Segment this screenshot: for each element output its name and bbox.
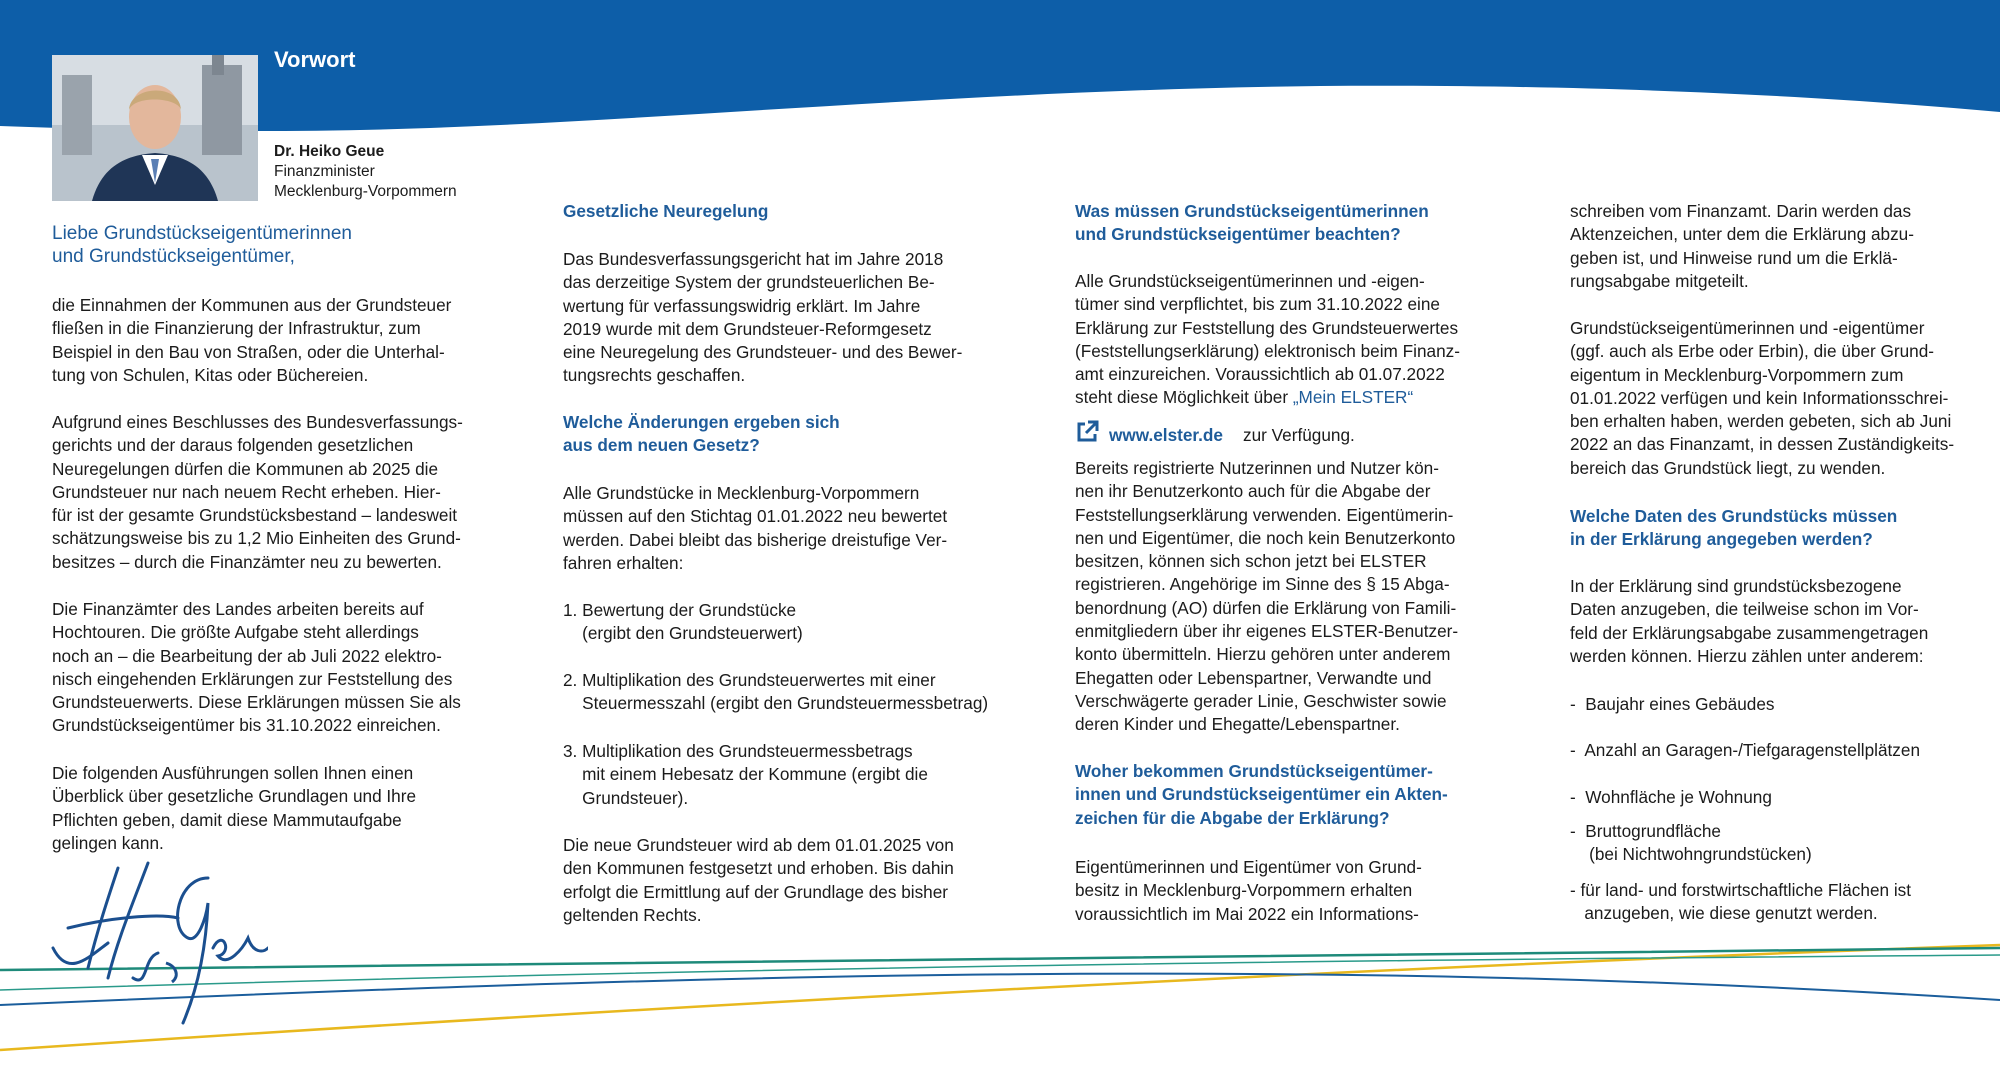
text-line: gelingen kann. <box>52 832 164 853</box>
list-item <box>1570 879 1911 926</box>
author-name: Dr. Heiko Geue <box>274 143 385 160</box>
text-line: Feststellungserklärung verwenden. Eigentümerin- <box>1075 504 1454 525</box>
text-line: (bei Nichtwohngrundstücken) <box>1570 844 1812 865</box>
paragraph <box>1075 270 1460 386</box>
text-line: (ggf. auch als Erbe oder Erbin), die über Grund- <box>1570 341 1934 362</box>
greeting <box>52 222 352 268</box>
list-item <box>1570 693 1774 716</box>
text-line: geben ist, und Hinweise rund um die Erklä- <box>1570 247 1898 268</box>
text-line: anzugeben, wie diese genutzt werden. <box>1570 903 1878 924</box>
text-line: erfolgt die Ermittlung auf der Grundlage des bisher <box>563 881 949 902</box>
text-line: Woher bekommen Grundstückseigentümer- <box>1075 761 1433 781</box>
text-line: feld der Erklärungsabgabe zusammengetragen <box>1570 622 1929 643</box>
text-line: wertung für verfassungswidrig erklärt. Im Jahre <box>563 295 921 316</box>
text-line: Daten anzugeben, die teilweise schon im Vor- <box>1570 599 1919 620</box>
section-heading <box>1570 505 1897 552</box>
text-line: nen und Eigentümer, die noch kein Benutzerkonto <box>1075 527 1456 548</box>
external-link-icon <box>1075 420 1099 450</box>
text-line: In der Erklärung sind grundstücksbezogene <box>1570 576 1902 596</box>
text-line: - Wohnfläche je Wohnung <box>1570 787 1772 807</box>
text-line: - Bruttogrundfläche <box>1570 821 1721 841</box>
text-line: Grundsteuer). <box>563 787 689 808</box>
text-line: 2. Multiplikation des Grundsteuerwertes mit einer <box>563 670 936 690</box>
text-line: Welche Änderungen ergeben sich <box>563 412 840 432</box>
text-line: tümer sind verpflichtet, bis zum 31.10.2022 eine <box>1075 294 1440 315</box>
text-line: Grundstückseigentümer bis 31.10.2022 einreichen. <box>52 715 441 736</box>
text-line: für ist der gesamte Grundstücksbestand – landesweit <box>52 505 458 526</box>
text-line: 1. Bewertung der Grundstücke <box>563 600 797 620</box>
text-line: Was müssen Grundstückseigentümerinnen <box>1075 201 1429 221</box>
text-line: konto übermitteln. Hierzu gehören unter anderem <box>1075 644 1451 665</box>
text-line: eigentum in Mecklenburg-Vorpommern zum <box>1570 364 1904 385</box>
text-line: und Grundstückseigentümer, <box>52 246 295 267</box>
text-line: Liebe Grundstückseigentümerinnen <box>52 223 352 244</box>
text-line: Alle Grundstückseigentümerinnen und -eigen- <box>1075 271 1425 291</box>
text-line: Bereits registrierte Nutzerinnen und Nutzer kön- <box>1075 458 1439 478</box>
text-line: - für land- und forstwirtschaftliche Flächen ist <box>1570 880 1912 900</box>
text-line: Verschwägerte gerader Linie, Geschwister sowie <box>1075 690 1447 711</box>
paragraph <box>52 762 416 855</box>
paragraph <box>52 598 461 738</box>
text-line: besitzes – durch die Finanzämter neu zu bewerten. <box>52 551 442 572</box>
text-line: 2019 wurde mit dem Grundsteuer-Reformgesetz <box>563 318 932 339</box>
text-line: in der Erklärung angegeben werden? <box>1570 529 1873 550</box>
text-line: Eigentümerinnen und Eigentümer von Grund- <box>1075 857 1422 877</box>
text-line: 01.01.2022 verfügen und kein Informationsschrei- <box>1570 387 1949 408</box>
text-line: - Anzahl an Garagen-/Tiefgaragenstellplätzen <box>1570 740 1921 760</box>
paragraph <box>563 482 947 575</box>
author-role: Finanzminister <box>274 163 375 180</box>
text-line: registrieren. Angehörige im Sinne des § 15 Abga- <box>1075 574 1450 595</box>
text-line: noch an – die Bearbeitung der ab Juli 2022 elektro- <box>52 645 442 666</box>
yellow-line <box>0 945 2000 1050</box>
list-item <box>1570 739 1920 762</box>
author-caption <box>274 142 457 202</box>
text-line: nen ihr Benutzerkonto auch für die Abgabe der <box>1075 481 1431 502</box>
text-line: Grundstückseigentümerinnen und -eigentümer <box>1570 318 1925 338</box>
text-line: 2022 an das Finanzamt, in dessen Zuständigkeits- <box>1570 434 1955 455</box>
text-line: amt einzureichen. Voraussichtlich ab 01.07.2022 <box>1075 364 1445 385</box>
text-line: Alle Grundstücke in Mecklenburg-Vorpommern <box>563 483 920 503</box>
paragraph <box>1075 856 1422 926</box>
text-line: werden können. Hierzu zählen unter anderem: <box>1570 645 1924 666</box>
text-line: benordnung (AO) dürfen die Erklärung von Famili- <box>1075 597 1457 618</box>
paragraph <box>1570 317 1954 480</box>
text-line: Beispiel in den Bau von Straßen, oder die Unterhal- <box>52 341 445 362</box>
text-line: Gesetzliche Neuregelung <box>563 201 769 221</box>
text-line: - Baujahr eines Gebäudes <box>1570 694 1775 714</box>
signature <box>48 858 268 1028</box>
text-line: müssen auf den Stichtag 01.01.2022 neu bewertet <box>563 506 948 527</box>
paragraph <box>1075 457 1458 737</box>
text-line: Hochtouren. Die größte Aufgabe steht allerdings <box>52 622 419 643</box>
text-line: Pflichten geben, damit diese Mammutaufgabe <box>52 809 402 830</box>
text-line: Die Finanzämter des Landes arbeiten bereits auf <box>52 599 424 619</box>
text-line: geltenden Rechts. <box>563 904 702 925</box>
section-heading <box>563 411 840 458</box>
list-item <box>1570 786 1772 809</box>
text-line: werden. Dabei bleibt das bisherige dreistufige Ver- <box>563 529 948 550</box>
text-line: die Einnahmen der Kommunen aus der Grundsteuer <box>52 295 452 315</box>
text-line: schreiben vom Finanzamt. Darin werden das <box>1570 201 1912 221</box>
text-line: 3. Multiplikation des Grundsteuermessbetrags <box>563 741 913 761</box>
text-line: fließen in die Finanzierung der Infrastruktur, zum <box>52 318 421 339</box>
text-line: bereich das Grundstück liegt, zu wenden. <box>1570 457 1886 478</box>
text-line: fahren erhalten: <box>563 552 684 573</box>
elster-url-link[interactable]: www.elster.de <box>1109 424 1223 445</box>
paragraph-line <box>1075 386 1413 409</box>
text-line: rungsabgabe mitgeteilt. <box>1570 270 1749 291</box>
page-title: Vorwort <box>274 47 356 72</box>
text-line: Aufgrund eines Beschlusses des Bundesverfassungs- <box>52 412 463 432</box>
text-line: und Grundstückseigentümer beachten? <box>1075 224 1401 245</box>
text-line: Die neue Grundsteuer wird ab dem 01.01.2025 von <box>563 835 954 855</box>
text-line: das derzeitige System der grundsteuerlichen Be- <box>563 272 935 293</box>
text-line: Neuregelungen dürfen die Kommunen ab 2025 die <box>52 458 439 479</box>
list-item <box>563 599 803 646</box>
elster-link-row <box>1075 420 1355 450</box>
text-line: deren Kinder und Ehegatte/Lebenspartner. <box>1075 714 1400 735</box>
paragraph <box>1570 575 1928 668</box>
list-item <box>1570 820 1812 867</box>
text-line: Ehegatten oder Lebenspartner, Verwandte und <box>1075 667 1432 688</box>
text-line: den Kommunen festgesetzt und erhoben. Bis dahin <box>563 858 954 879</box>
text-line: aus dem neuen Gesetz? <box>563 435 760 456</box>
text-line: enmitgliedern über ihr eigenes ELSTER-Benutzer- <box>1075 621 1459 642</box>
paragraph <box>563 834 954 927</box>
text-line: voraussichtlich im Mai 2022 ein Informations- <box>1075 903 1419 924</box>
text-line: Überblick über gesetzliche Grundlagen und Ihre <box>52 786 417 807</box>
text: steht diese Möglichkeit über <box>1075 387 1293 407</box>
section-heading <box>563 200 768 223</box>
text-line: Die folgenden Ausführungen sollen Ihnen einen <box>52 763 414 783</box>
text-line: eine Neuregelung des Grundsteuer- und des Bewer- <box>563 342 963 363</box>
text-line: gerichts und der daraus folgenden gesetzlichen <box>52 435 414 456</box>
text-line: (Feststellungserklärung) elektronisch beim Finanz- <box>1075 340 1460 361</box>
text-line: nisch eingehenden Erklärungen zur Feststellung des <box>52 668 453 689</box>
text-line: tungsrechts geschaffen. <box>563 365 746 386</box>
text-line: tung von Schulen, Kitas oder Büchereien. <box>52 364 369 385</box>
list-item <box>563 740 928 810</box>
text-line: Grundsteuerwerts. Diese Erklärungen müssen Sie als <box>52 692 461 713</box>
paragraph <box>563 248 962 388</box>
paragraph <box>52 294 451 387</box>
paragraph <box>1570 200 1914 293</box>
text-line: innen und Grundstückseigentümer ein Akten- <box>1075 784 1448 805</box>
author-state: Mecklenburg-Vorpommern <box>274 183 457 200</box>
text-line: mit einem Hebesatz der Kommune (ergibt die <box>563 764 928 785</box>
text-line: zeichen für die Abgabe der Erklärung? <box>1075 807 1390 828</box>
elster-suffix: zur Verfügung. <box>1243 424 1355 445</box>
text-line: besitzen, können sich schon jetzt bei ELSTER <box>1075 551 1427 572</box>
section-heading <box>1075 760 1448 830</box>
mein-elster-link[interactable]: „Mein ELSTER“ <box>1292 387 1414 407</box>
section-heading <box>1075 200 1429 247</box>
paragraph <box>52 411 463 574</box>
text-line: Welche Daten des Grundstücks müssen <box>1570 506 1898 526</box>
text-line: Das Bundesverfassungsgericht hat im Jahre 2018 <box>563 249 944 269</box>
text-line: Grundsteuer nur nach neuem Recht erheben. Hier- <box>52 481 441 502</box>
text-line: Erklärung zur Feststellung des Grundsteuerwertes <box>1075 317 1459 338</box>
list-item <box>563 669 988 716</box>
text-line: Aktenzeichen, unter dem die Erklärung abzu- <box>1570 224 1914 245</box>
text-line: (ergibt den Grundsteuerwert) <box>563 623 803 644</box>
text-line: Steuermesszahl (ergibt den Grundsteuermessbetrag) <box>563 693 989 714</box>
author-portrait <box>52 55 258 201</box>
text-line: besitz in Mecklenburg-Vorpommern erhalten <box>1075 880 1413 901</box>
text-line: schätzungsweise bis zu 1,2 Mio Einheiten des Grund- <box>52 528 461 549</box>
text-line: ben erhalten haben, werden gebeten, sich ab Juni <box>1570 411 1952 432</box>
